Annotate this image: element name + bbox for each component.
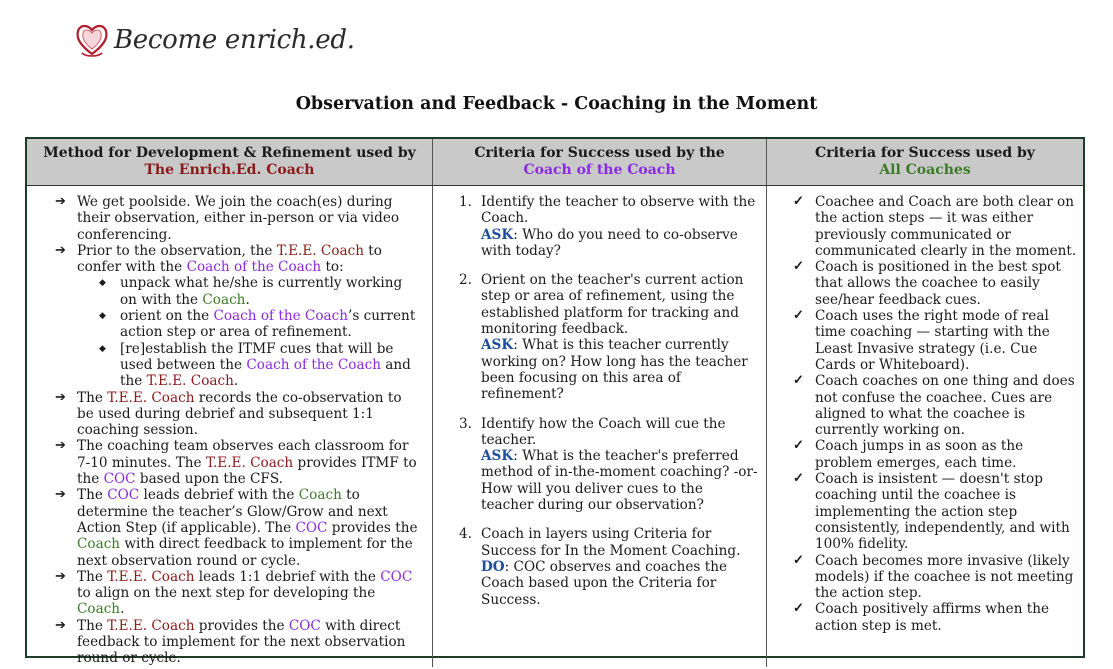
brand-logo: [74, 18, 355, 62]
method-cell: [27, 186, 433, 667]
heart-logo-icon: [74, 20, 110, 60]
list-item: ➔ The T.E.E. Coach provides the COC with direct feedback to implement for the next observation round or cycle.: [55, 618, 422, 667]
header-line: Criteria for Success used by the: [474, 145, 725, 161]
check-item: ✓ Coachee and Coach are both clear on the action steps — it was either previously communicated or communicated clearly in the moment.: [793, 194, 1077, 259]
step-item: 3. Identify how the Coach will cue the teacher. ASK: What is the teacher's preferred method of in-the-moment coaching? -or- How will you deliver cues to the teacher during our observation?: [459, 415, 758, 514]
list-item: ➔ Prior to the observation, the T.E.E. Coach to confer with the Coach of the Coach to: ◆ unpack what he/she is currently working on with the Coach. ◆ orient on the Coach of the Coach’s current action step or area of refinement. ◆ [re]establish the ITMF cues that will be used between the Coach of the Coach and the T.E.E. Coach.: [55, 243, 422, 390]
step-item: 2. Orient on the teacher's current action step or area of refinement, using the established platform for tracking and monitoring feedback. ASK: What is this teacher currently working on? How long has the teacher been focusing on this area of refinement?: [459, 272, 748, 403]
check-item: ✓ Coach coaches on one thing and does not confuse the coachee. Cues are aligned to what the coachee is currently working on.: [793, 373, 1077, 438]
header-role: The Enrich.Ed. Coach: [144, 162, 315, 178]
list-item: ➔ The T.E.E. Coach leads 1:1 debrief with the COC to align on the next step for developing the Coach.: [55, 569, 422, 618]
header-line: Method for Development & Refinement used by: [43, 145, 416, 161]
coc-cell: [433, 186, 767, 667]
check-item: ✓ Coach becomes more invasive (likely models) if the coachee is not meeting the action step.: [793, 553, 1077, 602]
sub-list: [77, 275, 422, 389]
check-item: ✓ Coach is insistent — doesn't stop coaching until the coachee is implementing the action step consistently, independently, and with 100% fidelity.: [793, 471, 1077, 552]
column-header-coc: [433, 139, 767, 186]
check-item: ✓ Coach uses the right mode of real time coaching — starting with the Least Invasive strategy (i.e. Cue Cards or Whiteboard).: [793, 308, 1077, 373]
list-item: ➔ The coaching team observes each classroom for 7-10 minutes. The T.E.E. Coach provides ITMF to the COC based upon the CFS.: [55, 438, 422, 487]
coc-steps: [433, 186, 766, 608]
header-role: Coach of the Coach: [523, 162, 676, 178]
header-role: All Coaches: [879, 162, 971, 178]
all-coaches-cell: [767, 186, 1083, 667]
sub-list-item: ◆ unpack what he/she is currently working on with the Coach.: [99, 275, 422, 308]
list-item: ➔ The T.E.E. Coach records the co-observation to be used during debrief and subsequent 1:1 coaching session.: [55, 390, 422, 439]
criteria-table: [25, 137, 1085, 667]
check-item: ✓ Coach is positioned in the best spot that allows the coachee to easily see/hear feedback cues.: [793, 259, 1077, 308]
list-item: ➔ The COC leads debrief with the Coach to determine the teacher’s Glow/Grow and next Action Step (if applicable). The COC provides the Coach with direct feedback to implement for the next observation round or cycle.: [55, 487, 422, 568]
column-header-all-coaches: [767, 139, 1083, 186]
logo-text: Become enrich.ed.: [114, 25, 355, 55]
step-item: 4. Coach in layers using Criteria for Success for In the Moment Coaching. DO: COC observes and coaches the Coach based upon the Criteria for Success.: [459, 526, 741, 608]
sub-list-item: ◆ [re]establish the ITMF cues that will be used between the Coach of the Coach and the T.E.E. Coach.: [99, 341, 422, 390]
column-header-method: [27, 139, 433, 186]
header-line: Criteria for Success used by: [815, 145, 1035, 161]
page-title: Observation and Feedback - Coaching in the Moment: [295, 94, 818, 114]
step-item: 1. Identify the teacher to observe with the Coach. ASK: Who do you need to co-observe with today?: [459, 194, 756, 259]
list-item: ➔ We get poolside. We join the coach(es) during their observation, either in-person or via video conferencing.: [55, 194, 422, 243]
criteria-checklist: [767, 186, 1083, 634]
check-item: ✓ Coach jumps in as soon as the problem emerges, each time.: [793, 438, 1077, 471]
check-item: ✓ Coach positively affirms when the action step is met.: [793, 601, 1077, 634]
sub-list-item: ◆ orient on the Coach of the Coach’s current action step or area of refinement.: [99, 308, 422, 341]
method-list: [27, 186, 432, 667]
